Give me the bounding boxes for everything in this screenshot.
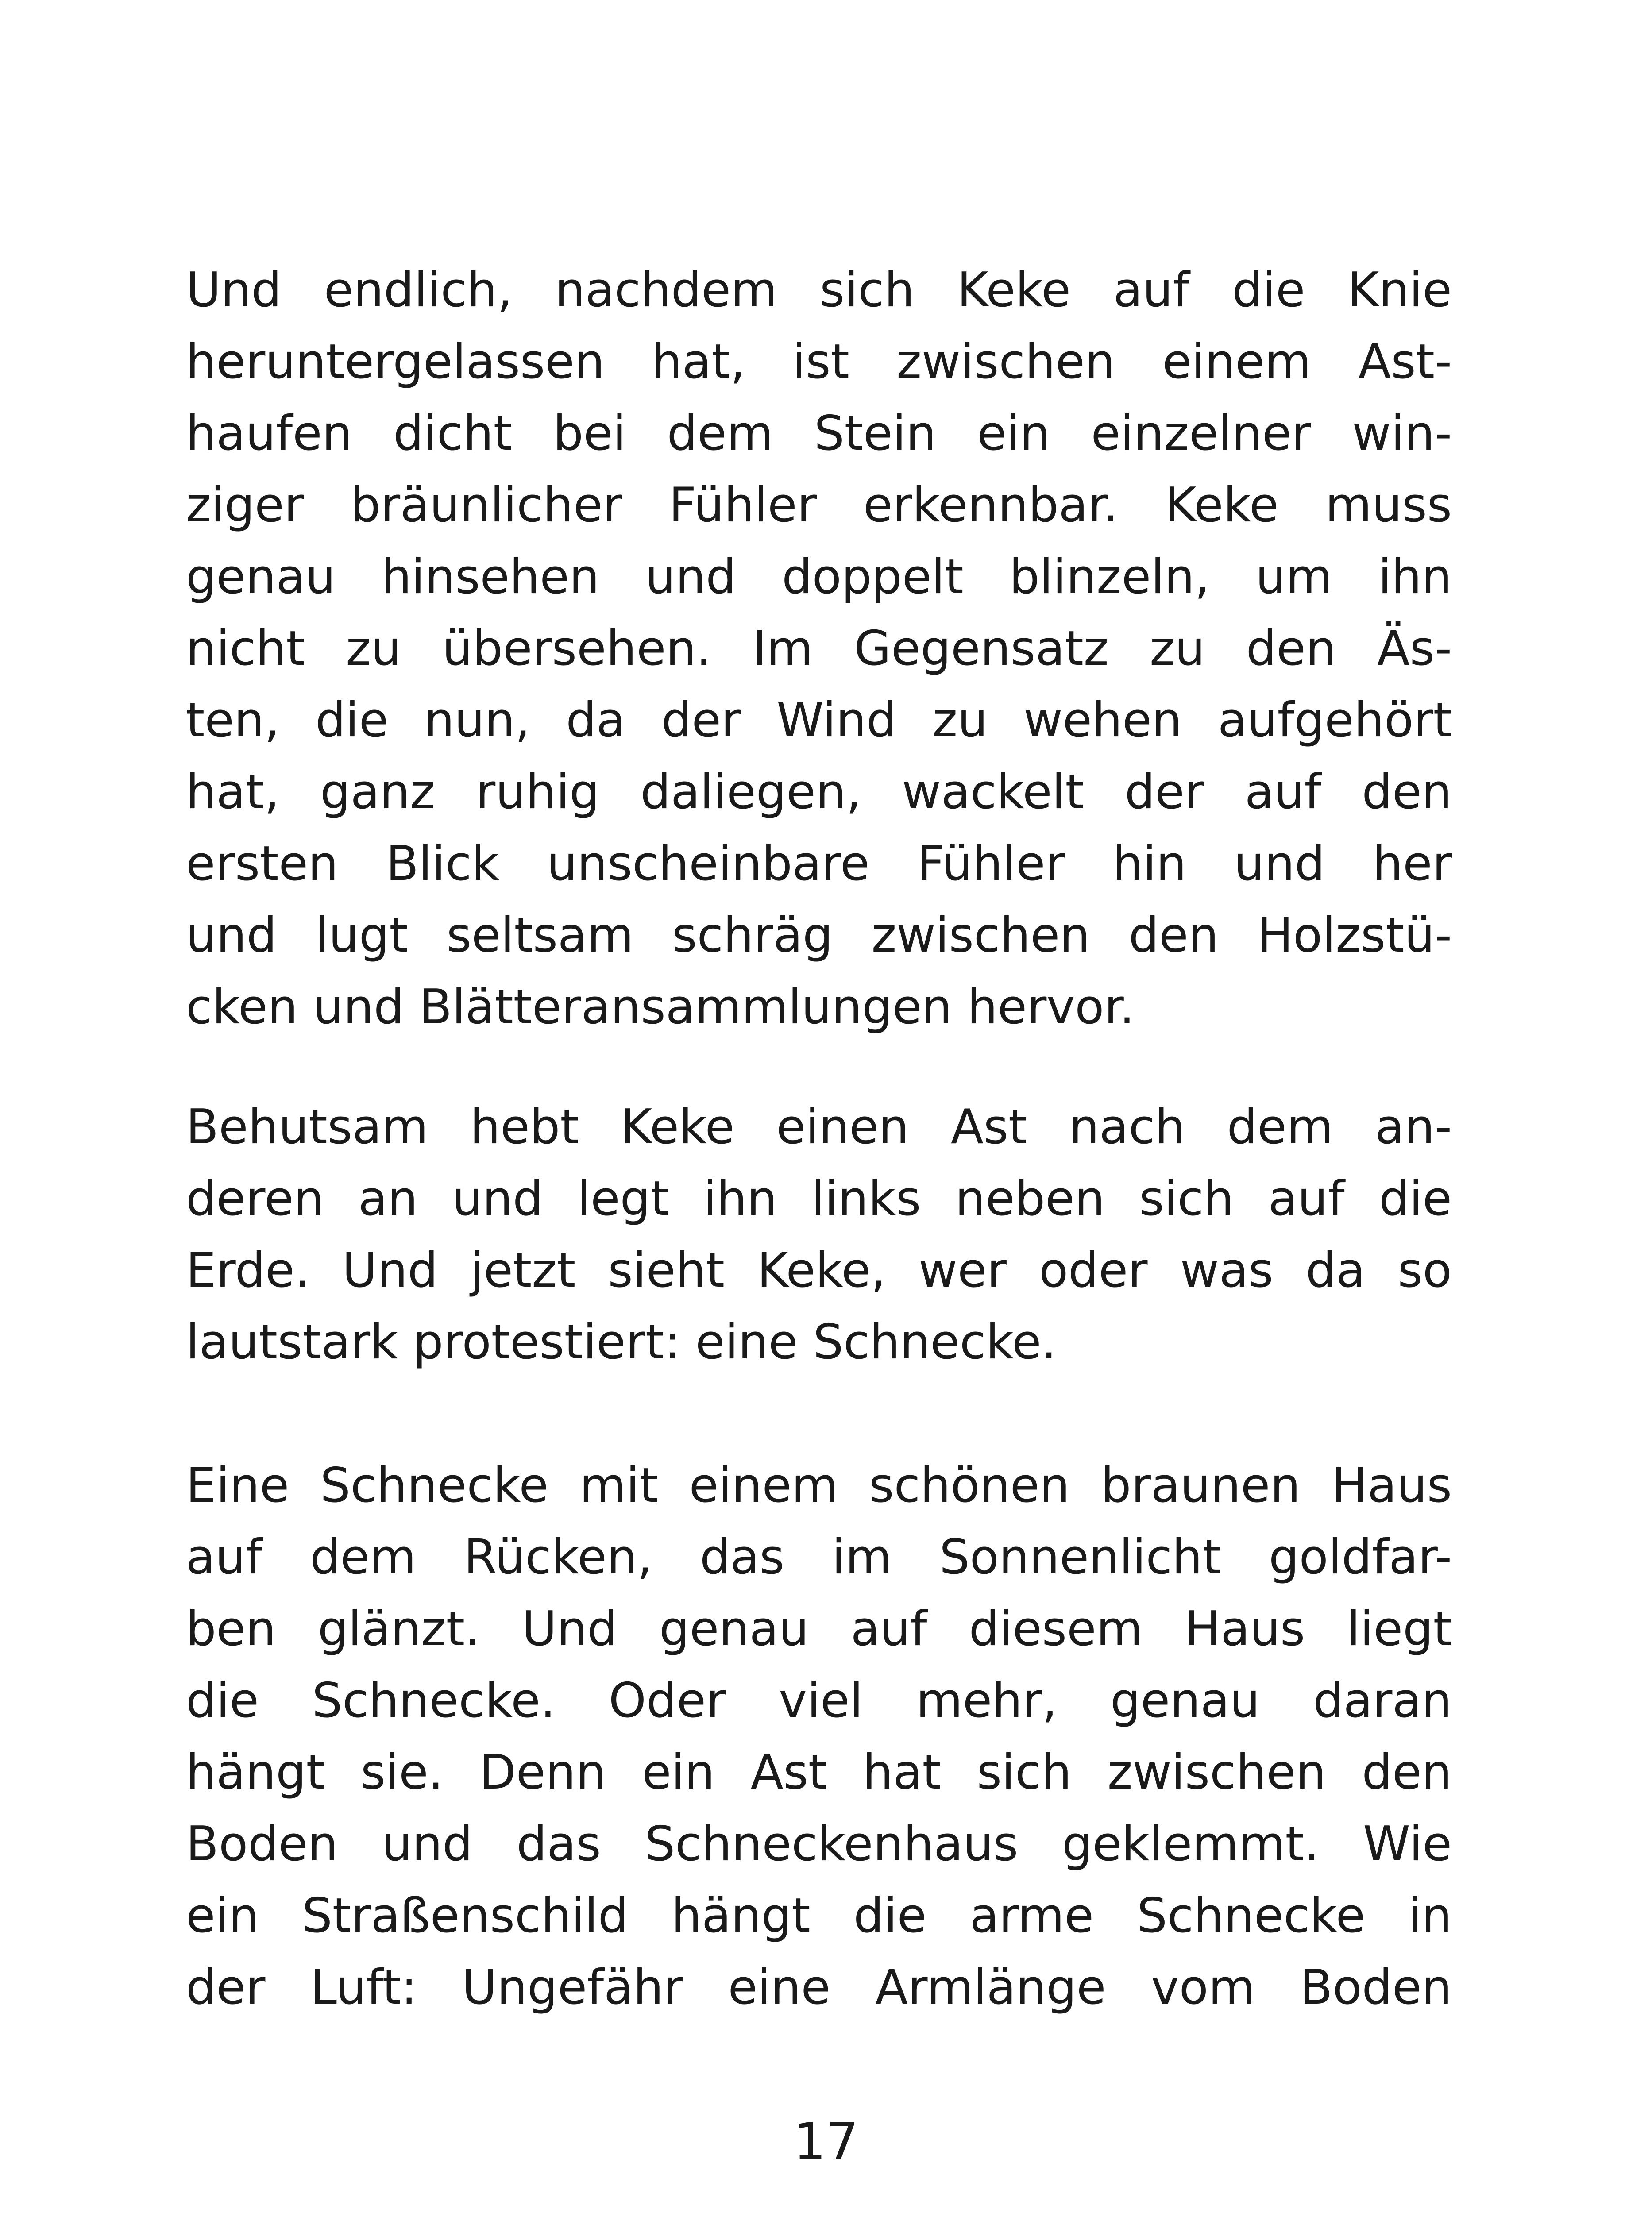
text-line: heruntergelassen hat, ist zwischen einem Ast- [186,334,1452,389]
text-line: ersten Blick unscheinbare Fühler hin und her [186,836,1452,891]
text-line: Erde. Und jetzt sieht Keke, wer oder was da so [186,1243,1452,1298]
text-line: ein Straßenschild hängt die arme Schnecke in [186,1888,1452,1943]
text-line: Und endlich, nachdem sich Keke auf die Knie [186,262,1452,318]
text-line: cken und Blätteransammlungen hervor. [186,979,1135,1035]
text-line: deren an und legt ihn links neben sich auf die [186,1171,1452,1226]
page-number: 17 [793,2112,859,2172]
text-line: der Luft: Ungefähr eine Armlänge vom Boden [186,1960,1452,2015]
paragraph-3 [186,1450,1452,2024]
text-line: Eine Schnecke mit einem schönen braunen Haus [186,1458,1452,1513]
text-line: genau hinsehen und doppelt blinzeln, um ihn [186,549,1452,605]
text-line: die Schnecke. Oder viel mehr, genau daran [186,1673,1452,1728]
text-line: Behutsam hebt Keke einen Ast nach dem an- [186,1099,1452,1155]
text-line: hat, ganz ruhig daliegen, wackelt der auf den [186,764,1452,820]
text-line: auf dem Rücken, das im Sonnenlicht goldfar- [186,1530,1452,1585]
paragraph-2 [186,1091,1452,1378]
text-line: ben glänzt. Und genau auf diesem Haus liegt [186,1601,1452,1657]
text-line: ziger bräunlicher Fühler erkennbar. Keke muss [186,478,1452,533]
text-line: lautstark protestiert: eine Schnecke. [186,1315,1057,1370]
text-line: ten, die nun, da der Wind zu wehen aufgehört [186,693,1452,748]
text-line: nicht zu übersehen. Im Gegensatz zu den Äs- [186,621,1452,676]
text-line: Boden und das Schneckenhaus geklemmt. Wie [186,1816,1452,1872]
text-line: hängt sie. Denn ein Ast hat sich zwischen den [186,1745,1452,1800]
text-line: und lugt seltsam schräg zwischen den Holzstü- [186,908,1452,963]
paragraph-1 [186,254,1452,1043]
text-line: haufen dicht bei dem Stein ein einzelner win- [186,406,1452,461]
